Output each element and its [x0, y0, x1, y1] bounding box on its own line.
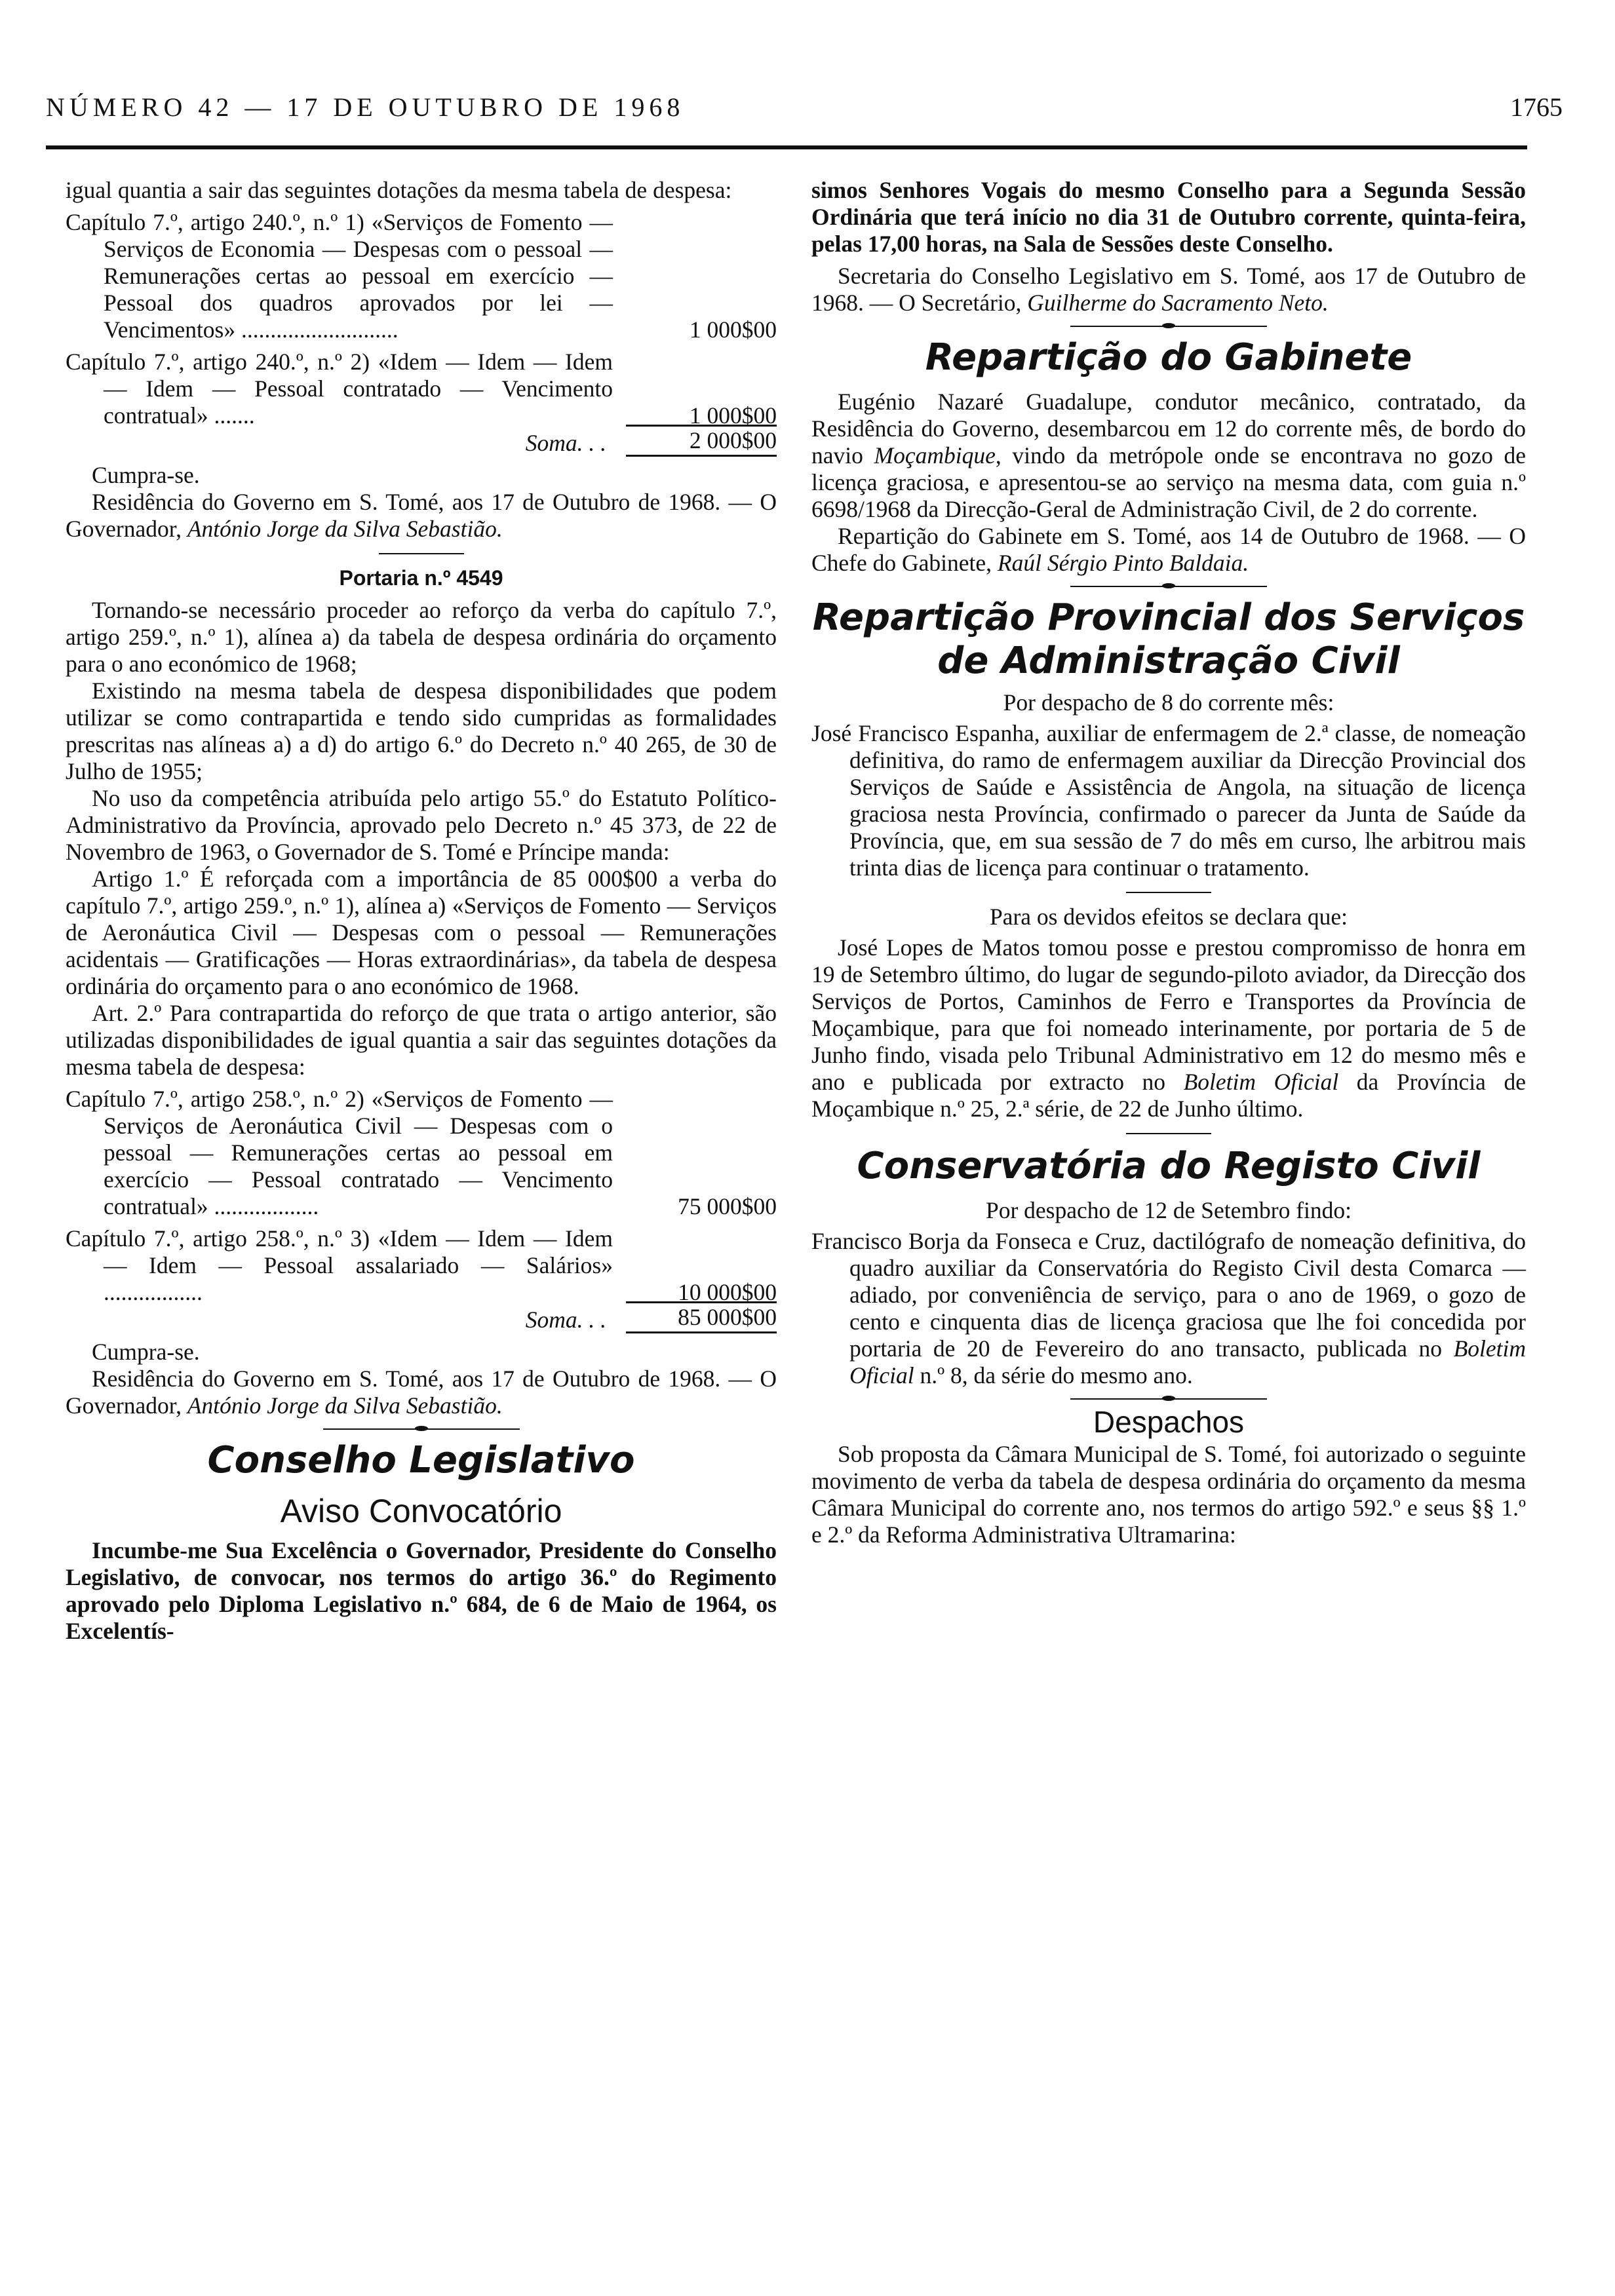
- signature-paragraph: [811, 263, 1526, 316]
- ornament-separator: [1070, 1398, 1267, 1400]
- governor-name: António Jorge da Silva Sebastião.: [187, 516, 503, 542]
- separator: [379, 553, 464, 554]
- sum-label: Soma. . .: [525, 430, 606, 456]
- right-column: [811, 177, 1526, 1548]
- publication-name: Boletim Oficial: [1183, 1069, 1339, 1095]
- header-rule: [46, 145, 1527, 149]
- sum-label: Soma. . .: [525, 1307, 606, 1333]
- budget-entry: [66, 1225, 777, 1306]
- paragraph: [811, 389, 1526, 523]
- paragraph: simos Senhores Vogais do mesmo Conselho para a Segunda Sessão Ordinária que terá início no dia 31 de Outubro corrente, quinta-feira, pelas 17,00 horas, na Sala de Sessões deste Conselho.: [811, 177, 1526, 257]
- section-title: Repartição do Gabinete: [925, 336, 1412, 379]
- sum-value: 85 000$00: [626, 1301, 777, 1333]
- issue-line: NÚMERO 42 — 17 DE OUTUBRO DE 1968: [46, 92, 685, 122]
- paragraph: [811, 1228, 1526, 1389]
- paragraph: Por despacho de 12 de Setembro findo:: [985, 1197, 1352, 1223]
- text: , vindo da metrópole onde se encontrava no gozo de licença graciosa, e apresentou-se ao serviço na mesma data, com guia n.º 6698/1968 da Direcção-Geral de Administração Civil, de 2 do corrente.: [811, 442, 1526, 522]
- sum-value: 2 000$00: [626, 425, 777, 457]
- paragraph: Por despacho de 8 do corrente mês:: [1003, 689, 1334, 716]
- notice-title: Aviso Convocatório: [280, 1493, 562, 1529]
- sum-row: [66, 1306, 777, 1335]
- budget-entry: [66, 209, 777, 343]
- text: Eugénio Nazaré Guadalupe, condutor mecânico, contratado, da Residência do Governo, desembarcou em 12 do corrente mês, de bordo do navio: [811, 389, 1526, 469]
- ornament-separator: [1070, 326, 1267, 327]
- residence-text: Residência do Governo em S. Tomé, aos 17 de Outubro de 1968. — O Governador,: [66, 489, 777, 542]
- separator: [1126, 1133, 1211, 1134]
- entry-amount: 10 000$00: [678, 1279, 777, 1305]
- paragraph: [811, 934, 1526, 1122]
- paragraph: Cumpra-se.: [92, 462, 200, 488]
- ornament-separator: [323, 1428, 520, 1430]
- text: n.º 8, da série do mesmo ano.: [920, 1362, 1193, 1388]
- section-title-line: de Administração Civil: [937, 640, 1400, 682]
- paragraph: Tornando-se necessário proceder ao reforço da verba do capítulo 7.º, artigo 259.º, n.º 1), alínea a) da tabela de despesa ordinária do orçamento para o ano económico de 1968;: [66, 597, 777, 677]
- sum-row: [66, 429, 777, 458]
- chief-name: Raúl Sérgio Pinto Baldaia.: [997, 550, 1249, 576]
- section-title: Conservatória do Registo Civil: [857, 1145, 1481, 1187]
- residence-text: Residência do Governo em S. Tomé, aos 17 de Outubro de 1968. — O Governador,: [66, 1366, 777, 1419]
- ornament-separator: [1070, 586, 1267, 587]
- paragraph: Existindo na mesma tabela de despesa disponibilidades que podem utilizar se como contrapartida e tendo sido cumpridas as formalidades prescritas nas alíneas a) a d) do artigo 6.º do Decreto n.º 40 265, de 30 de Julho de 1955;: [66, 678, 777, 784]
- entry-amount: 1 000$00: [689, 316, 777, 343]
- entry-amount: 75 000$00: [678, 1193, 777, 1219]
- left-column: [66, 177, 777, 1645]
- budget-entry: [66, 1086, 777, 1220]
- separator: [1126, 892, 1211, 893]
- ship-name: Moçambique: [874, 442, 996, 469]
- text: Francisco Borja da Fonseca e Cruz, dactilógrafo de nomeação definitiva, do quadro auxiliar da Conservatória do Registo Civil desta Comarca — adiado, por conveniência de serviço, para o ano de 1969, o gozo de cento e cinquenta dias de licença graciosa que lhe foi concedida por portaria de 20 de Fevereiro do ano transacto, publicada no: [811, 1228, 1526, 1362]
- budget-entry: [66, 349, 777, 429]
- entry-text: Capítulo 7.º, artigo 240.º, n.º 2) «Idem — Idem — Idem — Idem — Pessoal contratado — Vencimento contratual» .......: [66, 349, 613, 429]
- paragraph: Sob proposta da Câmara Municipal de S. Tomé, foi autorizado o seguinte movimento de verba da tabela de despesa ordinária do orçamento da mesma Câmara Municipal do corrente ano, nos termos do artigo 592.º e seus §§ 1.º e 2.º da Reforma Administrativa Ultramarina:: [811, 1441, 1526, 1548]
- page-number: 1765: [1510, 92, 1563, 122]
- entry-text: Capítulo 7.º, artigo 258.º, n.º 2) «Serviços de Fomento — Serviços de Aeronáutica Civil — Despesas com o pessoal — Remunerações certas ao pessoal em exercício — Pessoal contratado — Vencimento contratual» ..................: [66, 1086, 613, 1219]
- signature-paragraph: [811, 523, 1526, 577]
- paragraph: Artigo 1.º É reforçada com a importância de 85 000$00 a verba do capítulo 7.º, artigo 259.º, n.º 1), alínea a) «Serviços de Fomento — Serviços de Aeronáutica Civil — Despesas com o pessoal — Remunerações acidentais — Gratificações — Horas extraordinárias», da tabela de despesa ordinária do orçamento para o ano económico de 1968.: [66, 866, 777, 999]
- paragraph: José Francisco Espanha, auxiliar de enfermagem de 2.ª classe, de nomeação definitiva, do ramo de enfermagem auxiliar da Direcção Provincial dos Serviços de Saúde e Assistência de Angola, na situação de licença graciosa nesta Província, confirmado o parecer da Junta de Saúde da Província, que, em sua sessão de 7 do mês em curso, lhe arbitrou mais trinta dias de licença para continuar o tratamento.: [811, 720, 1526, 881]
- paragraph: Para os devidos efeitos se declara que:: [989, 904, 1348, 930]
- text: da Província de Moçambique n.º 25, 2.ª série, de 22 de Junho último.: [811, 1069, 1526, 1122]
- publication-name: Boletim Oficial: [849, 1335, 1526, 1388]
- paragraph: igual quantia a sair das seguintes dotações da mesma tabela de despesa:: [66, 177, 732, 203]
- entry-text: Capítulo 7.º, artigo 240.º, n.º 1) «Serviços de Fomento — Serviços de Economia — Despesas com o pessoal — Remunerações certas ao pessoal em exercício — Pessoal dos quadros aprovados por lei — Vencimentos» ...........................: [66, 209, 613, 343]
- section-title: [811, 596, 1526, 683]
- section-title-line: Repartição Provincial dos Serviços: [812, 596, 1525, 639]
- section-title: Conselho Legislativo: [207, 1439, 635, 1482]
- paragraph: No uso da competência atribuída pelo artigo 55.º do Estatuto Político-Administrativo da Província, aprovado pelo Decreto n.º 45 373, de 22 de Novembro de 1963, o Governador de S. Tomé e Príncipe manda:: [66, 785, 777, 865]
- paragraph: Incumbe-me Sua Excelência o Governador, Presidente do Conselho Legislativo, de convocar, nos termos do artigo 36.º do Regimento aprovado pelo Diploma Legislativo n.º 684, de 6 de Maio de 1964, os Excelentís-: [66, 1537, 777, 1644]
- text: José Lopes de Matos tomou posse e prestou compromisso de honra em 19 de Setembro último, do lugar de segundo-piloto aviador, da Direcção dos Serviços de Portos, Caminhos de Ferro e Transportes da Província de Moçambique, para que foi nomeado interinamente, por portaria de 5 de Junho findo, visada pelo Tribunal Administrativo em 12 do mesmo mês e ano e publicada por extracto no: [811, 934, 1526, 1095]
- entry-amount: 1 000$00: [689, 402, 777, 429]
- entry-text: Capítulo 7.º, artigo 258.º, n.º 3) «Idem — Idem — Idem — Idem — Pessoal assalariado — Salários» .................: [66, 1225, 613, 1305]
- governor-name: António Jorge da Silva Sebastião.: [187, 1392, 503, 1419]
- secretary-name: Guilherme do Sacramento Neto.: [1027, 290, 1329, 316]
- secretariat-text: Secretaria do Conselho Legislativo em S. Tomé, aos 17 de Outubro de 1968. — O Secretário,: [811, 263, 1526, 316]
- page-header: [46, 92, 1563, 138]
- text: Repartição do Gabinete em S. Tomé, aos 14 de Outubro de 1968. — O Chefe do Gabinete,: [811, 523, 1526, 576]
- section-title: Despachos: [1093, 1405, 1245, 1439]
- signature-paragraph: [66, 489, 777, 543]
- paragraph: Cumpra-se.: [92, 1339, 200, 1365]
- signature-paragraph: [66, 1366, 777, 1419]
- paragraph: Art. 2.º Para contrapartida do reforço de que trata o artigo anterior, são utilizadas disponibilidades de igual quantia a sair das seguintes dotações da mesma tabela de despesa:: [66, 1000, 777, 1080]
- portaria-title: Portaria n.º 4549: [339, 566, 503, 590]
